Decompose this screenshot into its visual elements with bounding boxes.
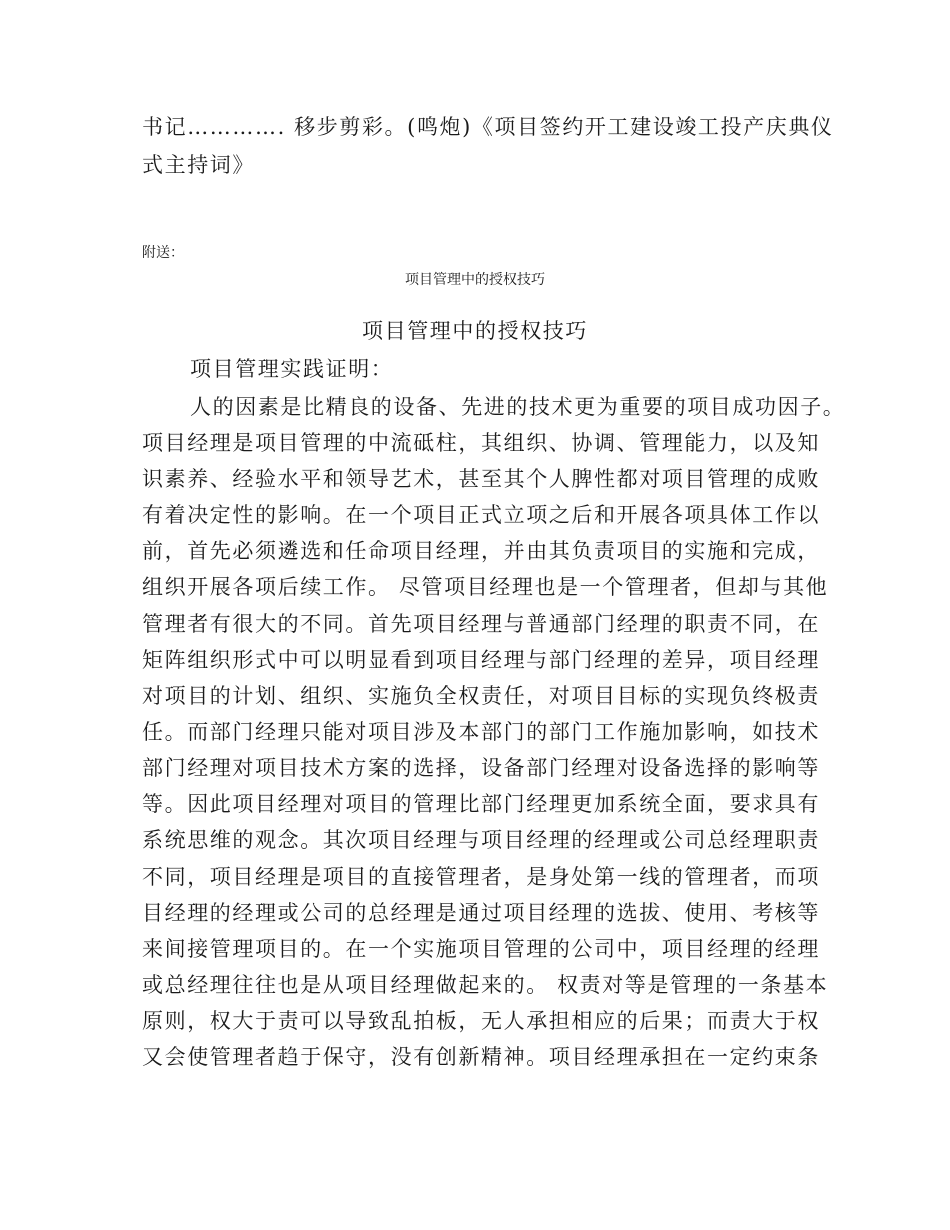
- body-line: 管理者有很大的不同。首先项目经理与普通部门经理的职责不同，在: [142, 612, 820, 636]
- body-line: 原则，权大于责可以导致乱拍板，无人承担相应的后果；而责大于权: [142, 1009, 820, 1033]
- body-line: 等。因此项目经理对项目的管理比部门经理更加系统全面，要求具有: [142, 792, 820, 816]
- body-line: 项目管理实践证明：: [190, 357, 394, 381]
- body-line: 有着决定性的影响。在一个项目正式立项之后和开展各项具体工作以: [142, 503, 820, 527]
- body-line: 不同，项目经理是项目的直接管理者，是身处第一线的管理者，而项: [142, 865, 820, 889]
- body-line: 对项目的计划、组织、实施负全权责任，对项目目标的实现负终极责: [142, 684, 820, 708]
- body-line: 矩阵组织形式中可以明显看到项目经理与部门经理的差异，项目经理: [142, 648, 820, 672]
- body-line: 任。而部门经理只能对项目涉及本部门的部门工作施加影响，如技术: [142, 720, 820, 744]
- intro-line-2: 式主持词》: [142, 153, 255, 177]
- body-line: 项目经理是项目管理的中流砥柱，其组织、协调、管理能力，以及知: [142, 431, 820, 455]
- body-line: 来间接管理项目的。在一个实施项目管理的公司中，项目经理的经理: [142, 937, 820, 961]
- body-line: 前，首先必须遴选和任命项目经理，并由其负责项目的实施和完成，: [142, 539, 820, 563]
- body-line: 目经理的经理或公司的总经理是通过项目经理的选拔、使用、考核等: [142, 901, 820, 925]
- intro-line-1: 书记…………. 移步剪彩。(鸣炮)《项目签约开工建设竣工投产庆典仪: [142, 115, 834, 139]
- body-line: 系统思维的观念。其次项目经理与项目经理的经理或公司总经理职责: [142, 828, 820, 852]
- body-line: 人的因素是比精良的设备、先进的技术更为重要的项目成功因子。: [190, 395, 846, 419]
- appendix-label: 附送：: [142, 245, 184, 261]
- body-line: 识素养、经验水平和领导艺术，甚至其个人脾性都对项目管理的成败: [142, 467, 820, 491]
- body-line: 或总经理往往也是从项目经理做起来的。 权责对等是管理的一条基本: [142, 973, 829, 997]
- small-title: 项目管理中的授权技巧: [405, 272, 545, 288]
- body-line: 又会使管理者趋于保守，没有创新精神。项目经理承担在一定约束条: [142, 1045, 820, 1069]
- body-line: 部门经理对项目技术方案的选择，设备部门经理对设备选择的影响等: [142, 756, 820, 780]
- main-title: 项目管理中的授权技巧: [362, 319, 588, 343]
- body-line: 组织开展各项后续工作。 尽管项目经理也是一个管理者，但却与其他: [142, 575, 829, 599]
